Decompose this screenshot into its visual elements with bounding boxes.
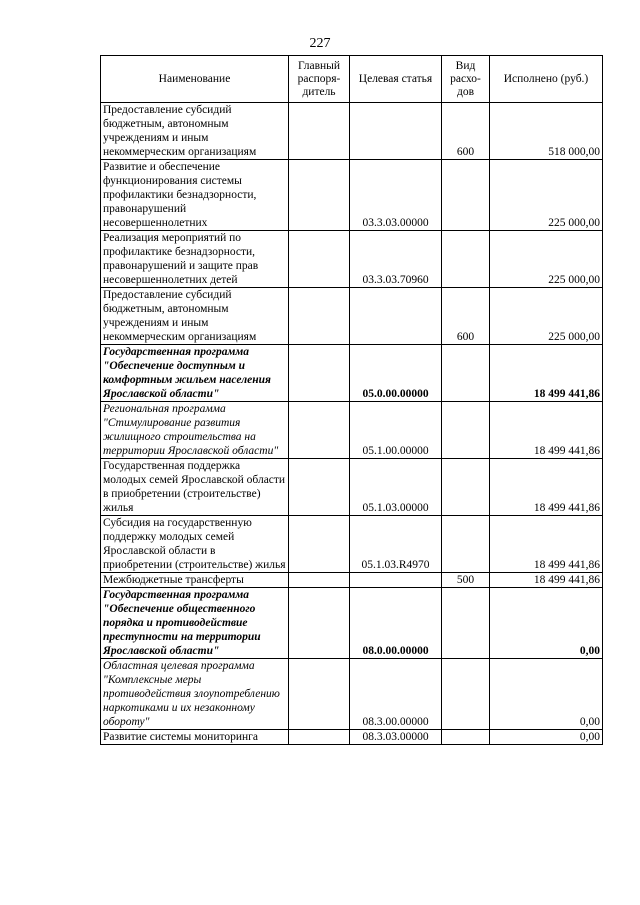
row-target-article: 05.1.03.R4970: [350, 516, 442, 573]
row-amount: 518 000,00: [490, 103, 603, 160]
row-name: Субсидия на государственную поддержку молодых семей Ярославской области в приобретении (строительстве) жилья: [101, 516, 289, 573]
row-main-manager: [289, 345, 350, 402]
table-row: [101, 231, 603, 288]
row-amount: 18 499 441,86: [490, 573, 603, 588]
row-target-article: [350, 288, 442, 345]
row-main-manager: [289, 160, 350, 231]
row-amount: 225 000,00: [490, 288, 603, 345]
row-amount: 225 000,00: [490, 160, 603, 231]
row-main-manager: [289, 103, 350, 160]
row-main-manager: [289, 588, 350, 659]
table-header-row: [101, 56, 603, 103]
table-row: [101, 103, 603, 160]
header-target-article: Целевая статья: [350, 56, 442, 103]
row-target-article: 05.1.03.00000: [350, 459, 442, 516]
row-expense-type: [442, 459, 490, 516]
row-expense-type: [442, 659, 490, 730]
row-name: Развитие системы мониторинга: [101, 730, 289, 745]
row-target-article: [350, 573, 442, 588]
row-target-article: 08.3.03.00000: [350, 730, 442, 745]
row-name: Государственная поддержка молодых семей Ярославской области в приобретении (строительстве) жилья: [101, 459, 289, 516]
row-amount: 18 499 441,86: [490, 516, 603, 573]
row-target-article: 05.0.00.00000: [350, 345, 442, 402]
budget-execution-table: [100, 55, 603, 745]
row-main-manager: [289, 516, 350, 573]
row-main-manager: [289, 402, 350, 459]
row-name: Областная целевая программа "Комплексные меры противодействия злоупотреблению наркотиками и их незаконному обороту": [101, 659, 289, 730]
row-amount: 18 499 441,86: [490, 459, 603, 516]
row-target-article: [350, 103, 442, 160]
row-target-article: 03.3.03.00000: [350, 160, 442, 231]
row-expense-type: [442, 345, 490, 402]
row-name: Предоставление субсидий бюджетным, автономным учреждениям и иным некоммерческим организациям: [101, 103, 289, 160]
row-amount: 18 499 441,86: [490, 345, 603, 402]
row-expense-type: [442, 730, 490, 745]
row-main-manager: [289, 730, 350, 745]
row-target-article: 08.3.00.00000: [350, 659, 442, 730]
table-row-subprogram: [101, 659, 603, 730]
header-expense-type: Вид расхо-дов: [442, 56, 490, 103]
row-target-article: 05.1.00.00000: [350, 402, 442, 459]
row-main-manager: [289, 288, 350, 345]
row-name: Государственная программа "Обеспечение общественного порядка и противодействие преступности на территории Ярославской области": [101, 588, 289, 659]
row-expense-type: [442, 231, 490, 288]
row-name: Региональная программа "Стимулирование развития жилищного строительства на территории Ярославской области": [101, 402, 289, 459]
row-expense-type: 500: [442, 573, 490, 588]
header-executed: Исполнено (руб.): [490, 56, 603, 103]
row-target-article: 08.0.00.00000: [350, 588, 442, 659]
row-expense-type: [442, 516, 490, 573]
row-name: Реализация мероприятий по профилактике безнадзорности, правонарушений и защите прав несовершеннолетних детей: [101, 231, 289, 288]
row-main-manager: [289, 231, 350, 288]
table-row-program: [101, 588, 603, 659]
row-amount: 18 499 441,86: [490, 402, 603, 459]
row-amount: 0,00: [490, 659, 603, 730]
table-row: [101, 516, 603, 573]
table-row: [101, 730, 603, 745]
row-target-article: 03.3.03.70960: [350, 231, 442, 288]
table-row-subprogram: [101, 402, 603, 459]
table-row: [101, 573, 603, 588]
row-name: Государственная программа "Обеспечение доступным и комфортным жильем населения Ярославской области": [101, 345, 289, 402]
row-amount: 225 000,00: [490, 231, 603, 288]
row-expense-type: 600: [442, 103, 490, 160]
header-name: Наименование: [101, 56, 289, 103]
row-name: Развитие и обеспечение функционирования системы профилактики безнадзорности, правонарушений несовершеннолетних: [101, 160, 289, 231]
row-expense-type: [442, 588, 490, 659]
row-main-manager: [289, 459, 350, 516]
row-expense-type: [442, 160, 490, 231]
table-row: [101, 459, 603, 516]
row-name: Межбюджетные трансферты: [101, 573, 289, 588]
table-row-program: [101, 345, 603, 402]
row-amount: 0,00: [490, 588, 603, 659]
row-amount: 0,00: [490, 730, 603, 745]
header-main-manager: Главный распоря-дитель: [289, 56, 350, 103]
row-main-manager: [289, 659, 350, 730]
row-main-manager: [289, 573, 350, 588]
row-expense-type: [442, 402, 490, 459]
table-row: [101, 160, 603, 231]
table-row: [101, 288, 603, 345]
row-expense-type: 600: [442, 288, 490, 345]
page-number: 227: [309, 36, 331, 51]
row-name: Предоставление субсидий бюджетным, автономным учреждениям и иным некоммерческим организациям: [101, 288, 289, 345]
